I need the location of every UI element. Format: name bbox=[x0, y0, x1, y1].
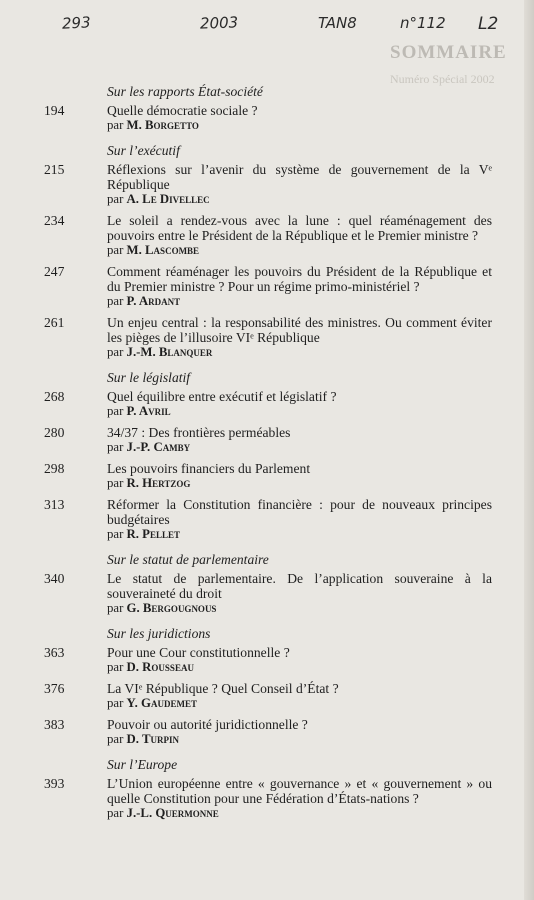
author-name: J.-M. Blanquer bbox=[126, 345, 213, 359]
toc-section bbox=[0, 552, 534, 616]
article-title: Le statut de parlementaire. De l’application souveraine à la souveraineté du droit bbox=[107, 571, 492, 601]
author-prefix: par bbox=[107, 476, 124, 490]
page-number: 215 bbox=[44, 162, 65, 177]
toc-entry[interactable] bbox=[0, 497, 534, 542]
toc-entry[interactable] bbox=[0, 645, 534, 675]
toc-section bbox=[0, 757, 534, 821]
author-line bbox=[107, 806, 534, 821]
article-title: Le soleil a rendez-vous avec la lune : quel réaménagement des pouvoirs entre le Président de la République et le Premier ministre ? bbox=[107, 213, 492, 243]
handwritten-note: L2 bbox=[478, 14, 499, 34]
author-prefix: par bbox=[107, 192, 124, 206]
author-line bbox=[107, 601, 534, 616]
article-title: La VIᵉ République ? Quel Conseil d’État ? bbox=[107, 681, 339, 696]
author-name: R. Pellet bbox=[126, 527, 181, 541]
author-name: G. Bergougnous bbox=[126, 601, 217, 615]
toc-entry[interactable] bbox=[0, 162, 534, 207]
page-number: 363 bbox=[44, 645, 65, 660]
author-name: A. Le Divellec bbox=[126, 192, 210, 206]
page-number: 247 bbox=[44, 264, 65, 279]
toc-entry[interactable] bbox=[0, 264, 534, 309]
author-line bbox=[107, 294, 534, 309]
author-prefix: par bbox=[107, 696, 124, 710]
article-title: Pouvoir ou autorité juridictionnelle ? bbox=[107, 717, 308, 732]
page-number: 268 bbox=[44, 389, 65, 404]
page-number: 393 bbox=[44, 776, 65, 791]
author-prefix: par bbox=[107, 527, 124, 541]
page-number: 280 bbox=[44, 425, 65, 440]
author-name: R. Hertzog bbox=[126, 476, 191, 490]
article-title: Réformer la Constitution financière : pour de nouveaux principes budgétaires bbox=[107, 497, 492, 527]
handwritten-annotations bbox=[0, 14, 534, 54]
toc-entry[interactable] bbox=[0, 315, 534, 360]
author-line bbox=[107, 527, 534, 542]
author-name: P. Ardant bbox=[126, 294, 181, 308]
author-prefix: par bbox=[107, 660, 124, 674]
toc-entry[interactable] bbox=[0, 681, 534, 711]
article-title: Quel équilibre entre exécutif et législatif ? bbox=[107, 389, 337, 404]
section-title: Sur l’Europe bbox=[107, 757, 178, 772]
table-of-contents bbox=[0, 84, 534, 827]
author-name: Y. Gaudemet bbox=[126, 696, 197, 710]
author-prefix: par bbox=[107, 440, 124, 454]
toc-entry[interactable] bbox=[0, 425, 534, 455]
author-name: M. Lascombe bbox=[126, 243, 200, 257]
author-line bbox=[107, 118, 534, 133]
author-line bbox=[107, 404, 534, 419]
author-name: D. Rousseau bbox=[126, 660, 194, 674]
author-prefix: par bbox=[107, 732, 124, 746]
toc-entry[interactable] bbox=[0, 103, 534, 133]
author-line bbox=[107, 732, 534, 747]
author-name: J.-P. Camby bbox=[126, 440, 191, 454]
page-number: 194 bbox=[44, 103, 65, 118]
article-title: L’Union européenne entre « gouvernance » et « gouvernement » ou quelle Constitution pour une Fédération d’États-nations ? bbox=[107, 776, 492, 806]
author-prefix: par bbox=[107, 118, 124, 132]
toc-entry[interactable] bbox=[0, 213, 534, 258]
toc-section bbox=[0, 143, 534, 360]
article-title: Pour une Cour constitutionnelle ? bbox=[107, 645, 290, 660]
handwritten-note: 2003 bbox=[199, 13, 239, 33]
toc-section bbox=[0, 370, 534, 542]
author-line bbox=[107, 440, 534, 455]
author-name: P. Avril bbox=[126, 404, 171, 418]
toc-entry[interactable] bbox=[0, 776, 534, 821]
handwritten-note: TAN8 bbox=[318, 14, 357, 32]
page-number: 298 bbox=[44, 461, 65, 476]
author-prefix: par bbox=[107, 806, 124, 820]
bleed-through-title: SOMMAIRE bbox=[390, 42, 507, 63]
author-prefix: par bbox=[107, 404, 124, 418]
article-title: Comment réaménager les pouvoirs du Président de la République et du Premier ministre ? Pour un régime primo-ministériel ? bbox=[107, 264, 492, 294]
section-title: Sur le statut de parlementaire bbox=[107, 552, 269, 567]
toc-section bbox=[0, 626, 534, 747]
author-line bbox=[107, 476, 534, 491]
article-title: Réflexions sur l’avenir du système de gouvernement de la Vᵉ République bbox=[107, 162, 492, 192]
section-title: Sur le législatif bbox=[107, 370, 191, 385]
author-line bbox=[107, 345, 534, 360]
author-prefix: par bbox=[107, 601, 124, 615]
toc-entry[interactable] bbox=[0, 717, 534, 747]
page-number: 383 bbox=[44, 717, 65, 732]
section-title: Sur l’exécutif bbox=[107, 143, 180, 158]
author-line bbox=[107, 696, 534, 711]
handwritten-note: 293 bbox=[61, 13, 92, 33]
section-title: Sur les juridictions bbox=[107, 626, 211, 641]
author-prefix: par bbox=[107, 294, 124, 308]
author-line bbox=[107, 243, 534, 258]
author-prefix: par bbox=[107, 243, 124, 257]
toc-section bbox=[0, 84, 534, 133]
author-name: D. Turpin bbox=[126, 732, 179, 746]
bleed-through-issue: Numéro Spécial 2002 bbox=[390, 72, 495, 86]
page-number: 340 bbox=[44, 571, 65, 586]
author-prefix: par bbox=[107, 345, 124, 359]
author-line bbox=[107, 660, 534, 675]
handwritten-note: n°112 bbox=[400, 14, 446, 32]
article-title: 34/37 : Des frontières perméables bbox=[107, 425, 291, 440]
toc-entry[interactable] bbox=[0, 461, 534, 491]
page-number: 261 bbox=[44, 315, 65, 330]
page-number: 234 bbox=[44, 213, 65, 228]
section-title: Sur les rapports État-société bbox=[107, 84, 263, 99]
author-line bbox=[107, 192, 534, 207]
author-name: M. Borgetto bbox=[126, 118, 199, 132]
page-number: 313 bbox=[44, 497, 65, 512]
page-number: 376 bbox=[44, 681, 65, 696]
toc-entry[interactable] bbox=[0, 571, 534, 616]
article-title: Quelle démocratie sociale ? bbox=[107, 103, 258, 118]
article-title: Un enjeu central : la responsabilité des ministres. Ou comment éviter les pièges de l’illusoire VIᵉ République bbox=[107, 315, 492, 345]
toc-entry[interactable] bbox=[0, 389, 534, 419]
article-title: Les pouvoirs financiers du Parlement bbox=[107, 461, 311, 476]
author-name: J.-L. Quermonne bbox=[126, 806, 219, 820]
